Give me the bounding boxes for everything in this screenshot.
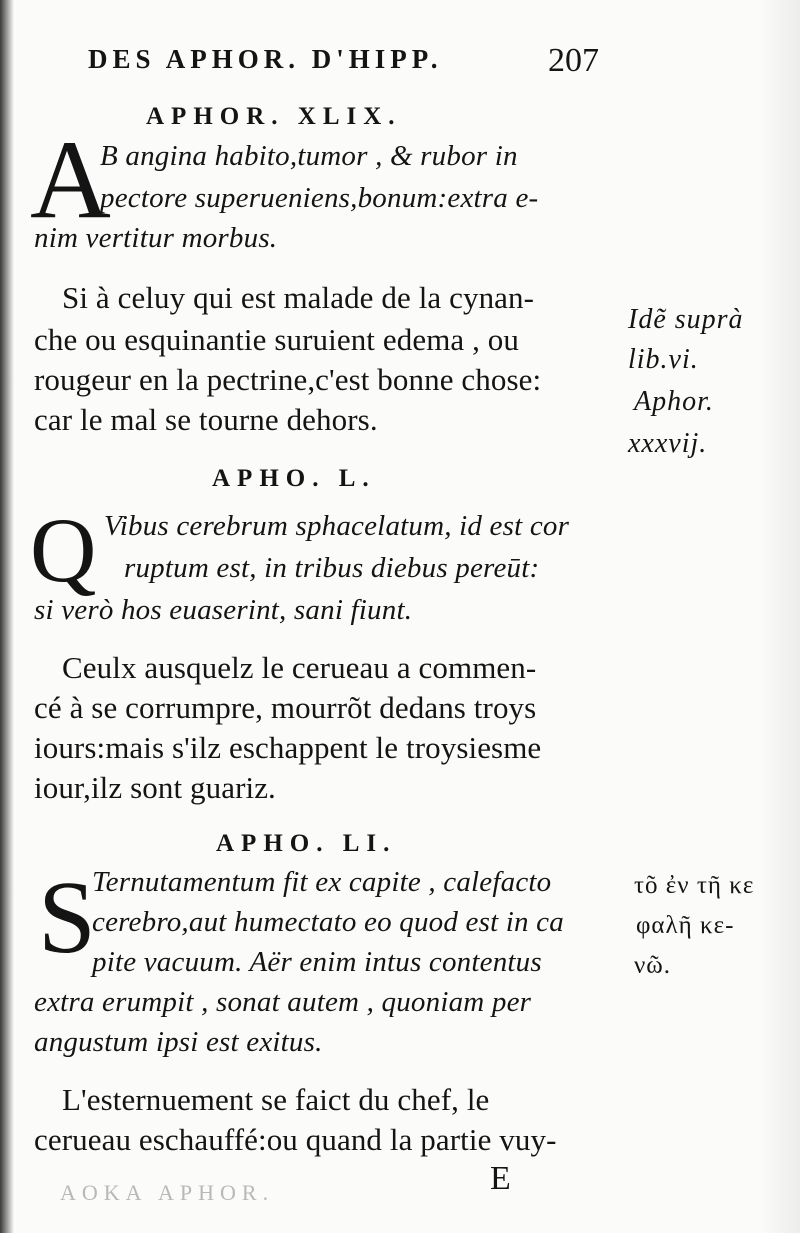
latin-line: cerebro,aut humectato eo quod est in ca [92,906,564,938]
margin-note-line: lib.vi. [628,344,699,375]
french-line: iour,ilz sont guariz. [34,770,276,805]
french-line: che ou esquinantie suruient edema , ou [34,322,520,357]
drop-cap: A [30,118,111,242]
french-line: car le mal se tourne dehors. [34,402,378,437]
bleed-through-text: AOKA [60,1180,148,1205]
margin-note-line: Aphor. [634,386,714,417]
drop-cap: S [38,860,96,975]
latin-line: B angina habito,tumor , & rubor in [100,140,518,172]
aphorism-heading: APHO. L. [212,465,376,492]
running-head: DES APHOR. D'HIPP. [88,44,443,74]
french-line: Si à celuy qui est malade de la cynan- [62,280,535,315]
greek-note-line: φαλῆ κε- [636,912,735,939]
aphorism-heading: APHOR. XLIX. [146,103,402,130]
drop-cap: Q [30,499,97,601]
signature-mark: E [490,1160,511,1197]
french-line: rougeur en la pectrine,c'est bonne chose: [34,362,542,397]
french-line: iours:mais s'ilz eschappent le troysiesme [34,730,542,765]
latin-line: si verò hos euaserint, sani fiunt. [34,594,413,626]
bleed-through-text: APHOR. [158,1180,275,1205]
french-line: cé à se corrumpre, mourrõt dedans troys [34,690,537,725]
aphorism-heading: APHO. LI. [216,830,397,857]
french-line: cerueau eschauffé:ou quand la partie vuy- [34,1122,557,1157]
latin-line: ruptum est, in tribus diebus pereūt: [124,552,540,584]
margin-note-line: Idẽ suprà [628,304,744,335]
page-number: 207 [548,42,599,79]
latin-line: Ternutamentum fit ex capite , calefacto [92,866,552,898]
latin-line: nim vertitur morbus. [34,222,278,254]
latin-line: Vibus cerebrum sphacelatum, id est cor [104,510,570,542]
margin-note-line: xxxvij. [628,428,708,459]
french-line: Ceulx ausquelz le cerueau a commen- [62,650,537,685]
latin-line: extra erumpit , sonat autem , quoniam per [34,986,532,1018]
latin-line: pectore superueniens,bonum:extra e- [100,182,539,214]
french-line: L'esternuement se faict du chef, le [62,1082,490,1117]
latin-line: pite vacuum. Aër enim intus contentus [92,946,542,978]
greek-note-line: νῶ. [634,952,672,979]
latin-line: angustum ipsi est exitus. [34,1026,323,1058]
greek-note-line: τõ ἐν τῆ κε [634,872,755,899]
